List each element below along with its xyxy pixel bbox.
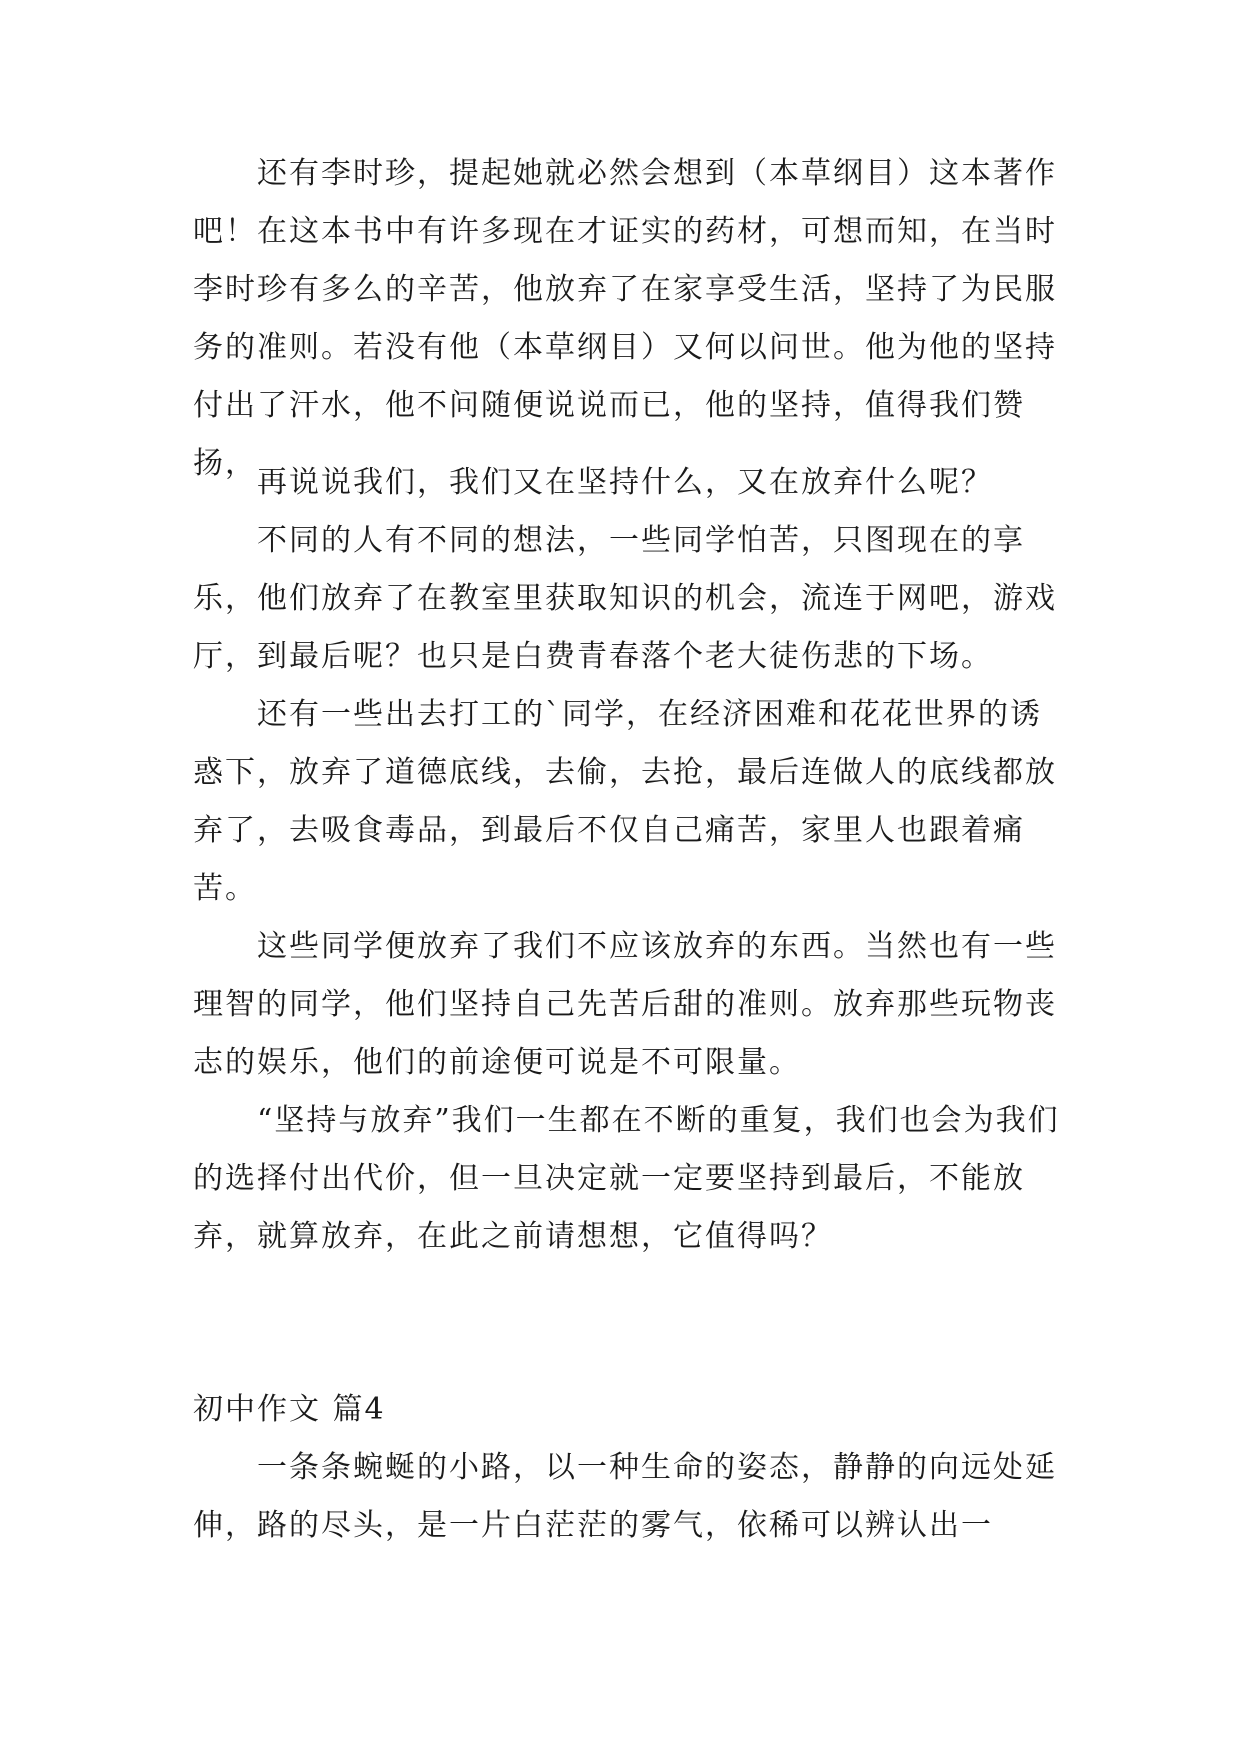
paragraph-working-students: 还有一些出去打工的`同学，在经济困难和花花世界的诱惑下，放弃了道德底线，去偷，去抢，最后连做人的底线都放弃了，去吸食毒品，到最后不仅自己痛苦，家里人也跟着痛苦。	[193, 697, 1057, 906]
paragraph-li-shizhen: 还有李时珍，提起她就必然会想到（本草纲目）这本著作吧！在这本书中有许多现在才证实的药材，可想而知，在当时李时珍有多么的辛苦，他放弃了在家享受生活，坚持了为民服务的准则。若没有他（本草纲目）又何以问世。他为他的坚持付出了汗水，他不问随便说说而已，他的坚持，值得我们赞扬，	[193, 156, 1057, 481]
paragraph-different-ideas: 不同的人有不同的想法，一些同学怕苦，只图现在的享乐，他们放弃了在教室里获取知识的机会，流连于网吧，游戏厅，到最后呢？也只是白费青春落个老大徒伤悲的下场。	[193, 523, 1057, 674]
paragraph-rational-students: 这些同学便放弃了我们不应该放弃的东西。当然也有一些理智的同学，他们坚持自己先苦后甜的准则。放弃那些玩物丧志的娱乐，他们的前途便可说是不可限量。	[193, 929, 1057, 1080]
paragraph-question: 再说说我们，我们又在坚持什么，又在放弃什么呢？	[257, 465, 993, 500]
paragraph-conclusion: “坚持与放弃”我们一生都在不断的重复，我们也会为我们的选择付出代价，但一旦决定就一定要坚持到最后，不能放弃，就算放弃，在此之前请想想，它值得吗？	[193, 1103, 1060, 1254]
paragraph-winding-road: 一条条蜿蜒的小路，以一种生命的姿态，静静的向远处延伸，路的尽头，是一片白茫茫的雾气，依稀可以辨认出一	[193, 1450, 1057, 1543]
section-heading: 初中作文 篇4	[193, 1392, 386, 1427]
